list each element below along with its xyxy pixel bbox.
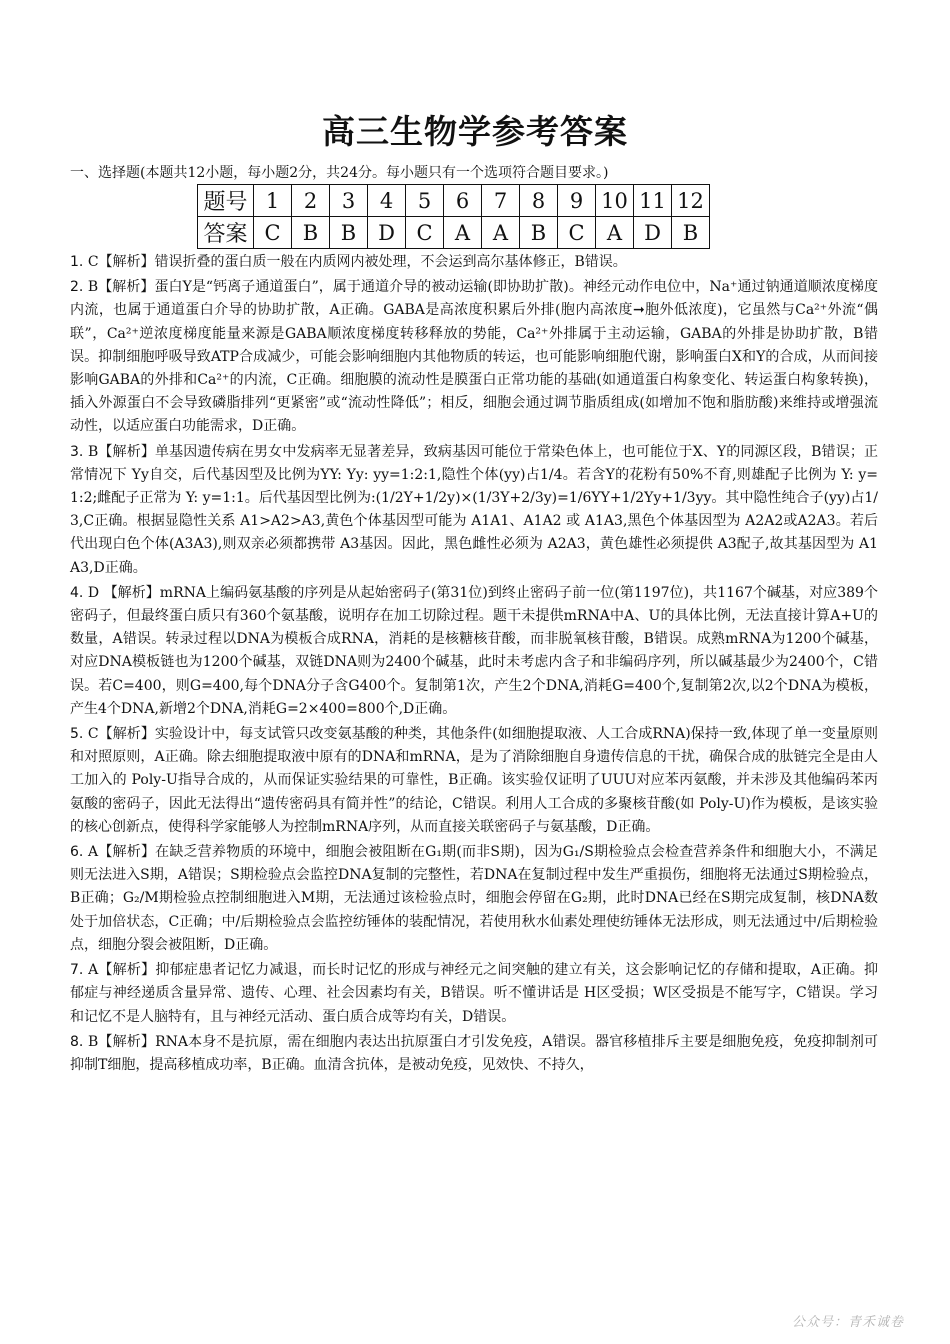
footer-watermark: 公众号：青禾诚卷 <box>791 1315 904 1330</box>
explanation-item <box>70 251 878 274</box>
explanation-item <box>70 582 878 721</box>
question-number-cell: 3 <box>330 185 368 217</box>
explanation-item <box>70 959 878 1029</box>
answer-cell: A <box>444 217 482 249</box>
answer-cell: A <box>482 217 520 249</box>
answer-cell: B <box>672 217 710 249</box>
page-title: 高三生物学参考答案 <box>322 112 628 151</box>
item-text: B【解析】RNA本身不是抗原，需在细胞内表达出抗原蛋白才引发免疫，A错误。器官移植排斥主要是细胞免疫，免疫抑制剂可抑制T细胞，提高移植成功率，B正确。血清含抗体，是被动免疫，见效快、不持久， <box>70 1033 879 1073</box>
item-text: C【解析】实验设计中，每支试管只改变氨基酸的种类，其他条件(如细胞提取液、人工合成RNA)保持一致,体现了单一变量原则和对照原则，A正确。除去细胞提取液中原有的DNA和mRNA，是为了消除细胞自身遗传信息的干扰，确保合成的肽链完全是由人工加入的 Poly-U指导合成的，从而保证实验结果的可靠性，B正确。该实验仅证明了UUU对应苯丙氨酸，并未涉及其他编码苯丙氨酸的密码子，因此无法得出“遗传密码具有简并性”的结论，C错误。利用人工合成的多聚核苷酸(如 Poly-U)作为模板，是该实验的核心创新点，使得科学家能够人为控制mRNA序列，从而直接关联密码子与氨基酸，D正确。 <box>70 726 879 835</box>
question-number-cell: 5 <box>406 185 444 217</box>
item-number: 8. <box>70 1033 84 1050</box>
item-number: 1. <box>70 254 84 270</box>
section-heading: 一、选择题(本题共12小题，每小题2分，共24分。每小题只有一个选项符合题目要求。) <box>70 165 609 181</box>
item-number: 7. <box>70 962 84 979</box>
item-number: 3. <box>70 443 84 460</box>
row-label-number: 题号 <box>198 185 254 217</box>
answer-cell: B <box>330 217 368 249</box>
explanation-item <box>70 276 878 438</box>
row-label-answer: 答案 <box>198 217 254 249</box>
answer-cell: D <box>634 217 672 249</box>
item-text: C【解析】错误折叠的蛋白质一般在内质网内被处理，不会运到高尔基体修正，B错误。 <box>87 254 627 270</box>
question-number-cell: 9 <box>558 185 596 217</box>
explanation-item <box>70 723 878 839</box>
answer-cell: C <box>254 217 292 249</box>
answer-cell: B <box>520 217 558 249</box>
answer-cell: A <box>596 217 634 249</box>
item-number: 6. <box>70 844 84 861</box>
answer-table <box>197 184 710 249</box>
item-number: 4. <box>70 584 84 601</box>
answer-table-answer-row <box>198 217 710 249</box>
item-number: 5. <box>70 726 84 743</box>
question-number-cell: 8 <box>520 185 558 217</box>
item-number: 2. <box>70 279 84 296</box>
answer-cell: B <box>292 217 330 249</box>
explanation-item <box>70 441 878 580</box>
item-text: D 【解析】mRNA上编码氨基酸的序列是从起始密码子(第31位)到终止密码子前一位(第1197位)，共1167个碱基，对应389个密码子，但最终蛋白质只有360个氨基酸，说明存在加工切除过程。题干未提供mRNA中A、U的具体比例，无法直接计算A+U的数量，A错误。转录过程以DNA为模板合成RNA，消耗的是核糖核苷酸，而非脱氧核苷酸，B错误。成熟mRNA为1200个碱基，对应DNA模板链也为1200个碱基，双链DNA则为2400个碱基，此时未考虑内含子和非编码序列，所以碱基最少为2400个，C错误。若C=400，则G=400,每个DNA分子含G400个。复制第1次，产生2个DNA,消耗G=400个,复制第2次,以2个DNA为模板，产生4个DNA,新增2个DNA,消耗G=2×400=800个,D正确。 <box>70 584 879 717</box>
answer-table-number-row <box>198 185 710 217</box>
explanation-item <box>70 841 878 957</box>
item-text: B【解析】单基因遗传病在男女中发病率无显著差异，致病基因可能位于常染色体上，也可能位于X、Y的同源区段，B错误；正常情况下 Yy自交，后代基因型及比例为YY: Yy: yy=1:2:1,隐性个体(yy)占1/4。若含Y的花粉有50%不育,则雄配子比例为 Y: y=1:2;雌配子正常为 Y: y=1:1。后代基因型比例为:(1/2Y+1/2y)×(1/3Y+2/3y)=1/6YY+1/2Yy+1/3yy。其中隐性纯合子(yy)占1/3,C正确。根据显隐性关系 A1>A2>A3,黄色个体基因型可能为 A1A1、A1A2 或 A1A3,黑色个体基因型为 A2A2或A2A3。若后代出现白色个体(A3A3),则双亲必须都携带 A3基因。因此，黑色雌性必须为 A2A3，黄色雄性必须提供 A3配子,故其基因型为 A1A3,D正确。 <box>70 443 878 576</box>
item-text: A【解析】在缺乏营养物质的环境中，细胞会被阻断在G₁期(而非S期)，因为G₁/S期检验点会检查营养条件和细胞大小，不满足则无法进入S期，A错误；S期检验点会监控DNA复制的完整性，若DNA在复制过程中发生严重损伤，细胞将无法通过S期检验点，B正确；G₂/M期检验点控制细胞进入M期，无法通过该检验点时，细胞会停留在G₂期，此时DNA已经在S期完成复制，核DNA数处于加倍状态，C正确；中/后期检验点会监控纺锤体的装配情况，若使用秋水仙素处理使纺锤体无法形成，则无法通过中/后期检验点，细胞分裂会被阻断，D正确。 <box>70 844 879 953</box>
explanation-item <box>70 1031 878 1077</box>
question-number-cell: 12 <box>672 185 710 217</box>
question-number-cell: 6 <box>444 185 482 217</box>
question-number-cell: 1 <box>254 185 292 217</box>
answer-cell: D <box>368 217 406 249</box>
question-number-cell: 7 <box>482 185 520 217</box>
explanation-list <box>70 251 878 1079</box>
answer-cell: C <box>406 217 444 249</box>
question-number-cell: 4 <box>368 185 406 217</box>
question-number-cell: 11 <box>634 185 672 217</box>
answer-cell: C <box>558 217 596 249</box>
item-text: A【解析】抑郁症患者记忆力减退，而长时记忆的形成与神经元之间突触的建立有关，这会影响记忆的存储和提取，A正确。抑郁症与神经递质含量异常、遗传、心理、社会因素均有关，B错误。听不懂讲话是 H区受损；W区受损是不能写字，C错误。学习和记忆不是人脑特有，且与神经元活动、蛋白质合成等均有关，D错误。 <box>70 962 878 1025</box>
question-number-cell: 2 <box>292 185 330 217</box>
question-number-cell: 10 <box>596 185 634 217</box>
item-text: B【解析】蛋白Y是“钙离子通道蛋白”，属于通道介导的被动运输(即协助扩散)。神经元动作电位中，Na⁺通过钠通道顺浓度梯度内流，也属于通道蛋白介导的协助扩散，A正确。GABA是高浓度积累后外排(胞内高浓度➞胞外低浓度)，它虽然与Ca²⁺外流“偶联”，Ca²⁺逆浓度梯度能量来源是GABA顺浓度梯度转移释放的势能，Ca²⁺外排属于主动运输，GABA的外排是协助扩散，B错误。抑制细胞呼吸导致ATP合成减少，可能会影响细胞内其他物质的转运，也可能影响细胞代谢，影响蛋白X和Y的合成，从而间接影响GABA的外排和Ca²⁺的内流，C正确。细胞膜的流动性是膜蛋白正常功能的基础(如通道蛋白构象变化、转运蛋白构象转换)，插入外源蛋白不会导致磷脂排列“更紧密”或“流动性降低”；相反，细胞会通过调节脂质组成(如增加不饱和脂肪酸)来维持或增强流动性，以适应蛋白功能需求，D正确。 <box>70 279 878 435</box>
